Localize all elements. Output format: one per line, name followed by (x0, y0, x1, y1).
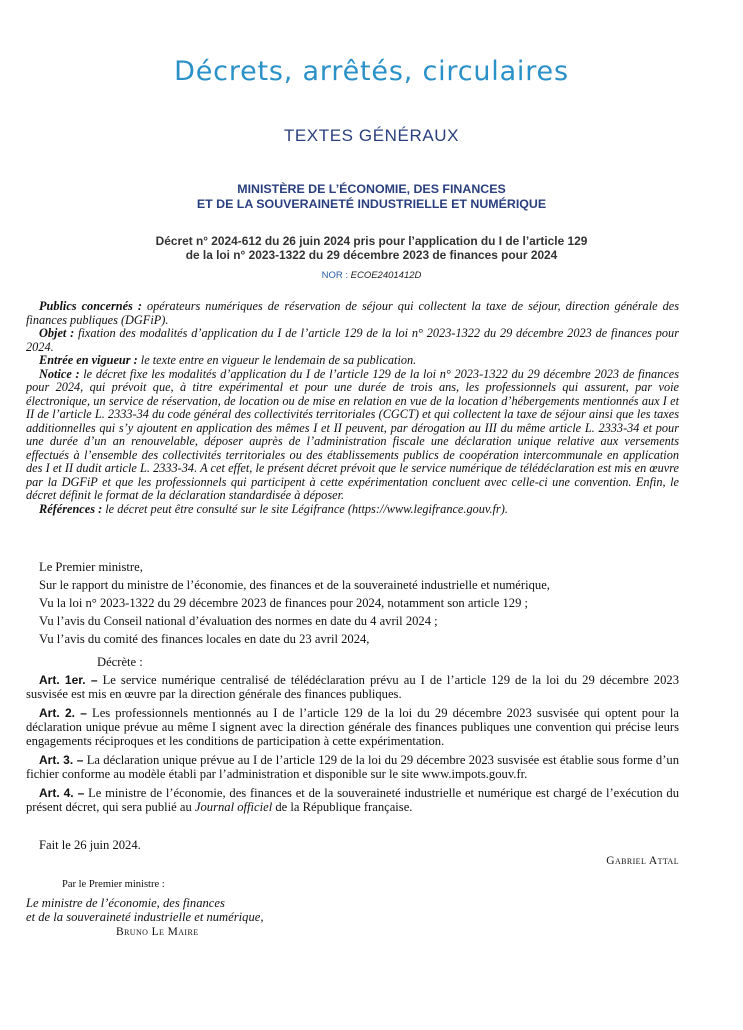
fait-le (26, 838, 679, 852)
decrete-text: Décrète : (97, 655, 143, 669)
publics-text: opérateurs numériques de réservation de séjour qui collectent la taxe de séjour, direction générale des finances publiques (DGFiP). (26, 299, 679, 327)
visas (26, 560, 679, 650)
entree-label: Entrée en vigueur : (39, 353, 138, 367)
minister-title-line-1: Le ministre de l’économie, des finances (26, 896, 225, 910)
prime-minister-signature: Gabriel Attal (606, 855, 679, 867)
visa-line: Vu l’avis du comité des finances locales en date du 23 avril 2024, (39, 632, 370, 646)
articles (26, 673, 679, 819)
article-2 (26, 706, 679, 748)
article-text-end: de la République française. (275, 800, 413, 814)
objet-label: Objet : (39, 326, 75, 340)
references-text: le décret peut être consulté sur le site Légifrance (https://www.legifrance.gouv.fr). (105, 501, 508, 516)
minister-title (26, 897, 263, 924)
ministry-line-2: ET DE LA SOUVERAINETÉ INDUSTRIELLE ET NUMÉRIQUE (196, 197, 547, 211)
notice-publics (26, 300, 679, 327)
entree-text: le texte entre en vigueur le lendemain de sa publication. (140, 353, 417, 367)
visa-line: Vu l’avis du Conseil national d’évaluation des normes en date du 4 avril 2024 ; (39, 614, 438, 628)
nor-code: ECOE2401412D (350, 270, 422, 281)
decrete (26, 655, 679, 669)
par-le-premier-ministre: Par le Premier ministre : (62, 879, 165, 890)
journal-officiel-title: Journal officiel (194, 800, 273, 814)
ministry-heading (0, 182, 743, 212)
notice-references (26, 503, 679, 517)
ministry-line-1: MINISTÈRE DE L’ÉCONOMIE, DES FINANCES (237, 182, 506, 196)
article-label: Art. 4. – (39, 786, 85, 800)
notice-objet (26, 327, 679, 354)
decree-title-line-2: de la loi n° 2023-1322 du 29 décembre 2023 de finances pour 2024 (185, 247, 558, 262)
article-3 (26, 753, 679, 781)
article-1 (26, 673, 679, 701)
minister-signature: Bruno Le Maire (116, 926, 199, 938)
references-label: Références : (39, 501, 103, 516)
article-text: Le service numérique centralisé de télédéclaration prévu au I de l’article 129 de la loi du 29 décembre 2023 susvisée est mis en œuvre par la direction générale des finances publiques. (26, 673, 679, 701)
article-4 (26, 786, 679, 814)
nor-label: NOR : (321, 270, 348, 281)
notice-text: le décret fixe les modalités d’application du I de l’article 129 de la loi n° 2023-1322 du 29 décembre 2023 de finances pour 2024, qui prévoit que, à titre expérimental et pour une durée de trois ans, les professionnels qui assurent, par voie électronique, un service de réservation, de location ou de mise en relation en vue de la location d’hébergements mentionnés aux I et II de l’article L. 2333-34 du code général des collectivités territoriales (CGCT) et qui collectent la taxe de séjour ainsi que les taxes additionnelles qui s’y ajoutent en application des mêmes I et II peuvent, par dérogation au III du même article L. 2333-34 et pour une durée d’un an renouvelable, déposer auprès de l’administration fiscale une déclaration unique relative aux versements effectués à l’ensemble des collectivités territoriales ou des établissements publics de coopération intercommunale en application des I et II dudit article L. 2333-34. A cet effet, le présent décret prévoit que le service numérique de télédéclaration est mis en œuvre par la DGFiP et que les professionnels qui participent à cette expérimentation concluent avec celle-ci une convention. Enfin, le décret définit le format de la déclaration standardisée à déposer. (26, 366, 680, 502)
article-label: Art. 3. – (39, 753, 84, 767)
article-label: Art. 1er. – (39, 673, 98, 687)
minister-title-line-2: et de la souveraineté industrielle et numérique, (26, 909, 264, 924)
fait-text: Fait le 26 juin 2024. (39, 838, 141, 852)
objet-text: fixation des modalités d’application du I de l’article 129 de la loi n° 2023-1322 du 29 décembre 2023 de finances pour 2024. (26, 326, 679, 354)
publics-label: Publics concernés : (39, 299, 142, 313)
nor-reference (0, 270, 743, 281)
section-title: Décrets, arrêtés, circulaires (174, 56, 569, 87)
decree-title (0, 235, 743, 262)
subsection-title: TEXTES GÉNÉRAUX (283, 126, 460, 145)
visa-line: Le Premier ministre, (39, 560, 143, 574)
article-text: La déclaration unique prévue au I de l’article 129 de la loi du 29 décembre 2023 susvisée est établie sous forme d’un fichier conforme au modèle établi par l’administration et disponible sur le site www.impots.gouv.fr. (26, 753, 679, 781)
visa-line: Sur le rapport du ministre de l’économie, des finances et de la souveraineté industrielle et numérique, (39, 578, 550, 592)
decree-notice (26, 300, 679, 516)
article-text: Les professionnels mentionnés au I de l’article 129 de la loi du 29 décembre 2023 susvisée qui optent pour la déclaration unique prévue au même I signent avec la direction générale des finances publiques une convention qui précise leurs engagements réciproques et les conditions de participation à cette expérimentation. (26, 706, 680, 748)
visa-line: Vu la loi n° 2023-1322 du 29 décembre 2023 de finances pour 2024, notamment son article 129 ; (39, 596, 529, 610)
notice-body (26, 368, 679, 503)
notice-entree (26, 354, 679, 368)
notice-label: Notice : (39, 366, 80, 381)
decree-title-line-1: Décret n° 2024-612 du 26 juin 2024 pris pour l’application du I de l’article 129 (155, 234, 588, 248)
article-label: Art. 2. – (39, 706, 87, 720)
article-text: Le ministre de l’économie, des finances et de la souveraineté industrielle et numérique est chargé de l’exécution du présent décret, qui sera publié au (26, 786, 680, 814)
